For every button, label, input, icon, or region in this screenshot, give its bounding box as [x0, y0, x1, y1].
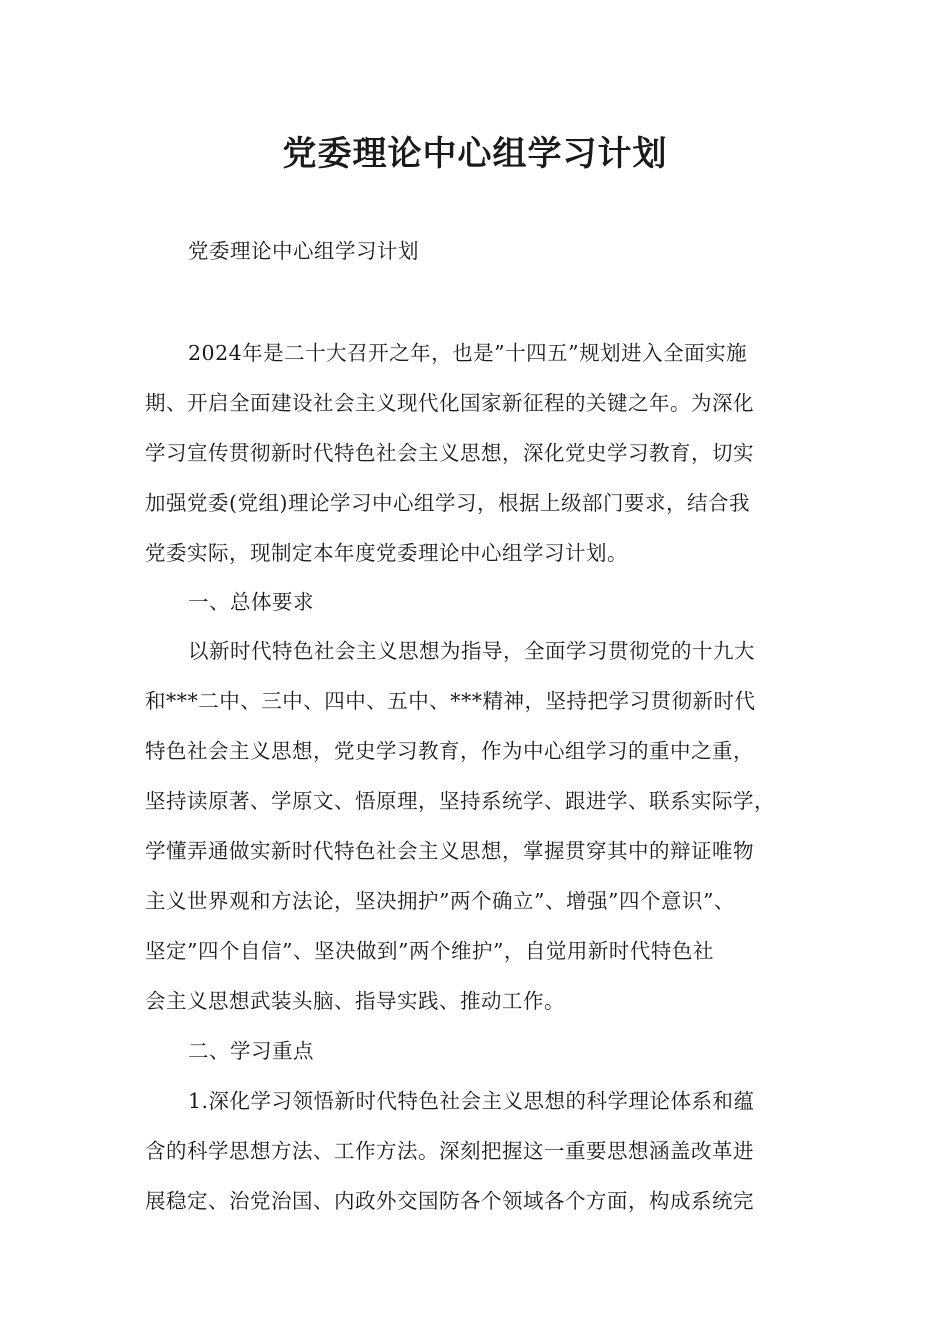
paragraph-line: 坚持读原著、学原文、悟原理，坚持系统学、跟进学、联系实际学， — [145, 789, 775, 813]
paragraph-line: 1.深化学习领悟新时代特色社会主义思想的科学理论体系和蕴 — [188, 1089, 755, 1113]
paragraph-line: 展稳定、治党治国、内政外交国防各个领域各个方面，构成系统完 — [145, 1189, 754, 1213]
paragraph-line: 期、开启全面建设社会主义现代化国家新征程的关键之年。为深化 — [145, 391, 754, 415]
paragraph-line: 加强党委(党组)理论学习中心组学习，根据上级部门要求，结合我 — [145, 491, 750, 515]
paragraph-line: 党委实际，现制定本年度党委理论中心组学习计划。 — [145, 541, 628, 565]
paragraph-line: 以新时代特色社会主义思想为指导，全面学习贯彻党的十九大 — [188, 639, 755, 663]
section-heading: 二、学习重点 — [188, 1039, 314, 1063]
paragraph-line: 学懂弄通做实新时代特色社会主义思想，掌握贯穿其中的辩证唯物 — [145, 839, 754, 863]
paragraph-line: 学习宣传贯彻新时代特色社会主义思想，深化党史学习教育，切实 — [145, 441, 754, 465]
paragraph-line: 会主义思想武装头脑、指导实践、推动工作。 — [145, 989, 565, 1013]
paragraph-line: 主义世界观和方法论，坚决拥护”两个确立”、增强”四个意识”、 — [145, 889, 735, 913]
paragraph-line: 坚定”四个自信”、坚决做到”两个维护”，自觉用新时代特色社 — [145, 939, 714, 963]
paragraph-line: 特色社会主义思想，党史学习教育，作为中心组学习的重中之重， — [145, 739, 754, 763]
paragraph-line: 2024年是二十大召开之年，也是”十四五”规划进入全面实施 — [188, 341, 748, 365]
section-heading: 一、总体要求 — [188, 590, 314, 614]
paragraph-line: 和***二中、三中、四中、五中、***精神，坚持把学习贯彻新时代 — [145, 689, 756, 713]
subtitle-line: 党委理论中心组学习计划 — [188, 239, 419, 263]
paragraph-line: 含的科学思想方法、工作方法。深刻把握这一重要思想涵盖改革进 — [145, 1139, 754, 1163]
document-title: 党委理论中心组学习计划 — [282, 134, 668, 174]
